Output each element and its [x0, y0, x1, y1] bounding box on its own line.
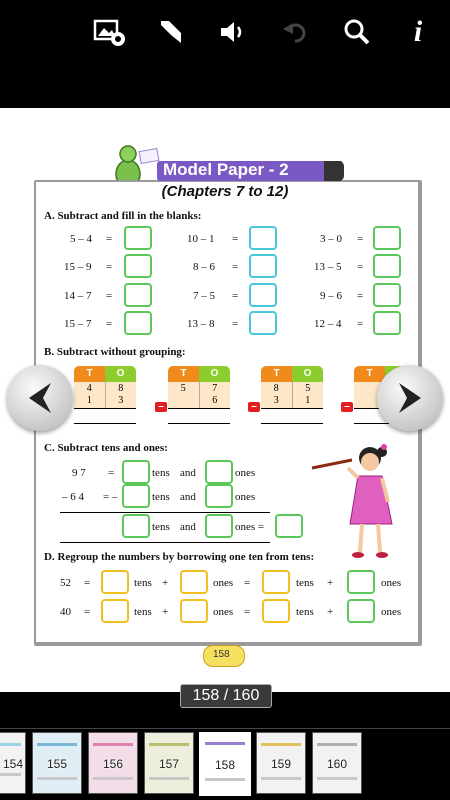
digit: 5 [305, 383, 311, 394]
page-indicator: 158 / 160 [180, 684, 272, 708]
ones-header: O [105, 366, 136, 382]
next-page-button[interactable] [377, 365, 443, 431]
number: 52 [60, 577, 71, 589]
expr: 15 – 7 [64, 318, 92, 330]
tens-label: tens [134, 606, 152, 618]
answer-box[interactable] [373, 226, 401, 250]
title-tab [324, 161, 344, 181]
expr: 13 – 5 [314, 261, 342, 273]
and-label: and [180, 491, 196, 503]
thumbnail-label: 155 [46, 757, 68, 771]
number: 9 7 [72, 467, 86, 479]
subtraction-table [74, 366, 136, 424]
equals-sign: = [232, 318, 239, 330]
tens-header: T [354, 366, 385, 382]
section-d-heading: D. Regroup the numbers by borrowing one ten from tens: [44, 551, 315, 563]
section-a-heading: A. Subtract and fill in the blanks: [44, 210, 202, 222]
tens-answer-box[interactable] [101, 570, 129, 594]
volume-icon[interactable] [214, 14, 250, 50]
answer-box[interactable] [373, 311, 401, 335]
chevron-left-icon [25, 381, 55, 415]
plus-sign: + [327, 606, 334, 618]
answer-box[interactable] [249, 226, 277, 250]
ones-answer-box[interactable] [180, 599, 208, 623]
digit: 3 [273, 395, 279, 406]
thumbnail-155[interactable] [32, 732, 82, 794]
equals-sign: = [357, 261, 364, 273]
equals-sign: = [244, 577, 251, 589]
thumbnail-157[interactable] [144, 732, 194, 794]
expr: 14 – 7 [64, 290, 92, 302]
expr: 15 – 9 [64, 261, 92, 273]
tens-label: tens [296, 577, 314, 589]
ones-header: O [292, 366, 323, 382]
digit: 4 [86, 383, 92, 394]
thumbnail-label: 157 [158, 757, 180, 771]
number: 40 [60, 606, 71, 618]
girl-illustration-icon [308, 442, 404, 564]
ones-answer-box[interactable] [205, 514, 233, 538]
top-toolbar [0, 0, 450, 108]
answer-box[interactable] [249, 254, 277, 278]
equals-sign: = [357, 233, 364, 245]
answer-line[interactable] [261, 409, 323, 424]
answer-box[interactable] [249, 283, 277, 307]
ones-label: ones [235, 467, 256, 479]
minus-sign: – [155, 402, 167, 412]
thumbnail-label: 159 [270, 757, 292, 771]
result-answer-box[interactable] [275, 514, 303, 538]
page-subtitle: (Chapters 7 to 12) [161, 183, 289, 200]
and-label: and [180, 521, 196, 533]
search-icon[interactable] [339, 14, 375, 50]
ones-label: ones [381, 577, 402, 589]
tens-label: tens [152, 467, 170, 479]
equals-minus: = – [103, 491, 118, 503]
and-label: and [180, 467, 196, 479]
page-number-badge [203, 645, 245, 667]
answer-box[interactable] [124, 254, 152, 278]
ones-answer-box[interactable] [205, 484, 233, 508]
previous-page-button[interactable] [7, 365, 73, 431]
info-icon[interactable] [400, 14, 436, 50]
expr: 3 – 0 [320, 233, 342, 245]
answer-box[interactable] [373, 254, 401, 278]
digit: 6 [212, 395, 218, 406]
tens-label: tens [134, 577, 152, 589]
digit: 5 [180, 383, 186, 394]
expr: 9 – 6 [320, 290, 342, 302]
title-banner [157, 161, 342, 181]
thumbnail-160[interactable] [312, 732, 362, 794]
ones-header: O [199, 366, 230, 382]
thumbnail-label: 154 [2, 757, 24, 771]
thumbnail-158[interactable] [199, 732, 251, 796]
tens-label: tens [152, 521, 170, 533]
expr: 10 – 1 [187, 233, 215, 245]
digit: 7 [212, 383, 218, 394]
equals-sign: = [106, 261, 113, 273]
section-b-heading: B. Subtract without grouping: [44, 346, 186, 358]
thumbnail-strip [0, 726, 450, 800]
tens-answer-box[interactable] [122, 514, 150, 538]
page-badge-number: 158 [213, 649, 230, 660]
subtraction-table [168, 366, 230, 424]
equals-sign: = [108, 467, 115, 479]
tens-label: tens [152, 491, 170, 503]
plus-sign: + [162, 606, 169, 618]
expr: 8 – 6 [193, 261, 215, 273]
divider-line [60, 542, 270, 543]
expr: 7 – 5 [193, 290, 215, 302]
equals-sign: = [106, 290, 113, 302]
equals-sign: = [232, 233, 239, 245]
equals-sign: = [84, 577, 91, 589]
equals-sign: = [106, 233, 113, 245]
plus-sign: + [327, 577, 334, 589]
answer-box[interactable] [249, 311, 277, 335]
page-title: Model Paper - 2 [163, 160, 289, 179]
tens-header: T [74, 366, 105, 382]
minus-sign: – [341, 402, 353, 412]
answer-line[interactable] [74, 409, 136, 424]
equals-sign: = [84, 606, 91, 618]
ones-equals-label: ones = [235, 521, 265, 533]
thumbnail-label: 158 [214, 758, 236, 772]
thumbnail-154[interactable] [0, 732, 26, 794]
tens-header: T [168, 366, 199, 382]
expr: 13 – 8 [187, 318, 215, 330]
ones-answer-box[interactable] [347, 599, 375, 623]
plus-sign: + [162, 577, 169, 589]
thumbnail-label: 160 [326, 757, 348, 771]
thumbnail-159[interactable] [256, 732, 306, 794]
tens-answer-box[interactable] [122, 460, 150, 484]
tens-answer-box[interactable] [122, 484, 150, 508]
expr: 12 – 4 [314, 318, 342, 330]
answer-line[interactable] [168, 409, 230, 424]
bookmark-icon[interactable] [152, 14, 188, 50]
chevron-right-icon [395, 381, 425, 415]
equals-sign: = [232, 290, 239, 302]
tens-answer-box[interactable] [262, 570, 290, 594]
tens-answer-box[interactable] [262, 599, 290, 623]
answer-box[interactable] [124, 226, 152, 250]
section-c-heading: C. Subtract tens and ones: [44, 442, 168, 454]
equals-sign: = [357, 318, 364, 330]
answer-box[interactable] [373, 283, 401, 307]
undo-icon[interactable] [277, 14, 313, 50]
ones-label: ones [213, 577, 234, 589]
tens-header: T [261, 366, 292, 382]
ones-answer-box[interactable] [347, 570, 375, 594]
equals-sign: = [244, 606, 251, 618]
subtraction-table [261, 366, 323, 424]
ones-answer-box[interactable] [180, 570, 208, 594]
equals-sign: = [106, 318, 113, 330]
answer-box[interactable] [124, 283, 152, 307]
ones-answer-box[interactable] [205, 460, 233, 484]
equals-sign: = [232, 261, 239, 273]
tens-answer-box[interactable] [101, 599, 129, 623]
digit: 1 [86, 395, 92, 406]
digit: 3 [118, 395, 124, 406]
expr: 5 – 4 [70, 233, 92, 245]
minus-sign: – [248, 402, 260, 412]
ones-label: ones [235, 491, 256, 503]
image-settings-icon[interactable] [92, 14, 128, 50]
equals-sign: = [357, 290, 364, 302]
thumbnail-label: 156 [102, 757, 124, 771]
digit: 1 [305, 395, 311, 406]
ones-label: ones [381, 606, 402, 618]
number: – 6 4 [62, 491, 84, 503]
divider-line [60, 512, 270, 513]
digit: 8 [118, 383, 124, 394]
strip-divider [0, 728, 450, 729]
answer-box[interactable] [124, 311, 152, 335]
ones-label: ones [213, 606, 234, 618]
info-label: i [413, 15, 423, 48]
thumbnail-156[interactable] [88, 732, 138, 794]
tens-label: tens [296, 606, 314, 618]
digit: 8 [273, 383, 279, 394]
